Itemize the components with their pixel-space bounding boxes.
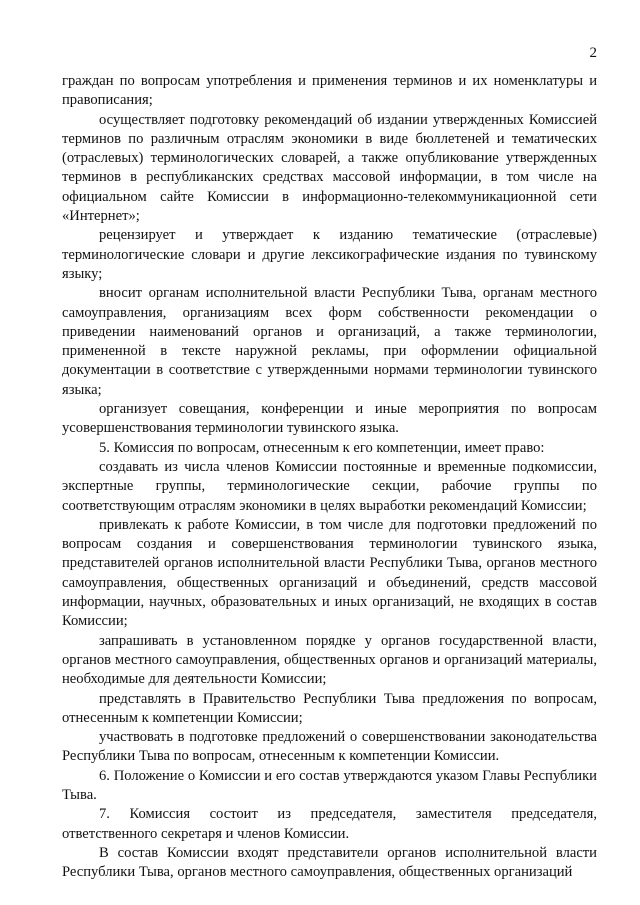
paragraph-composition: В состав Комиссии входят представители органов исполнительной власти Республики Тыва, органов местного самоуправления, общественных организаций xyxy=(62,844,597,881)
paragraph-section-5: 5. Комиссия по вопросам, отнесенным к его компетенции, имеет право: xyxy=(99,439,545,456)
paragraph-involve: привлекать к работе Комиссии, в том числе для подготовки предложений по вопросам создания и совершенствования терминологии тувинского языка, представителей органов исполнительной власти Республики Тыва, органов местного самоуправления, общественных организаций и объединений, средств массовой информации, научных, образовательных и иных организаций, не входящих в состав Комиссии; xyxy=(62,516,597,630)
page-number: 2 xyxy=(589,45,597,61)
document-body xyxy=(62,72,597,882)
paragraph-continuation: граждан по вопросам употребления и применения терминов и их номенклатуры и правописания; xyxy=(62,73,597,109)
paragraph-present: представлять в Правительство Республики Тыва предложения по вопросам, отнесенным к компетенции Комиссии; xyxy=(62,690,597,726)
paragraph-section-7: 7. Комиссия состоит из председателя, заместителя председателя, ответственного секретаря и членов Комиссии. xyxy=(62,806,597,842)
paragraph-organizes: организует совещания, конференции и иные мероприятия по вопросам усовершенствования терминологии тувинского языка. xyxy=(62,401,597,437)
paragraph-request: запрашивать в установленном порядке у органов государственной власти, органов местного самоуправления, общественных органов и организаций материалы, необходимые для деятельности Комиссии; xyxy=(62,632,597,688)
paragraph-recommendations: осуществляет подготовку рекомендаций об издании утвержденных Комиссией терминов по различным отраслям экономики в виде бюллетеней и тематических (отраслевых) терминологических словарей, а также опубликование утвержденных терминов в республиканских средствах массовой информации, в том числе на официальном сайте Комиссии в информационно-телекоммуникационной сети «Интернет»; xyxy=(62,111,597,225)
paragraph-submits: вносит органам исполнительной власти Республики Тыва, органам местного самоуправления, организациям всех форм собственности рекомендации о приведении наименований органов и организаций, а также терминологии, примененной в тексте наружной рекламы, при оформлении официальной документации в соответствие с утвержденными нормами терминологии тувинского языка; xyxy=(62,285,597,398)
paragraph-reviews: рецензирует и утверждает к изданию тематические (отраслевые) терминологические словари и другие лексикографические издания по тувинскому языку; xyxy=(62,227,597,282)
paragraph-section-6: 6. Положение о Комиссии и его состав утверждаются указом Главы Республики Тыва. xyxy=(62,767,597,803)
paragraph-create-subcommissions: создавать из числа членов Комиссии постоянные и временные подкомиссии, экспертные группы, терминологические секции, рабочие группы по соответствующим отраслям экономики в целях выработки рекомендаций Комиссии; xyxy=(62,458,597,514)
paragraph-participate: участвовать в подготовке предложений о совершенствовании законодательства Республики Тыва по вопросам, отнесенным к компетенции Комиссии. xyxy=(62,729,597,765)
